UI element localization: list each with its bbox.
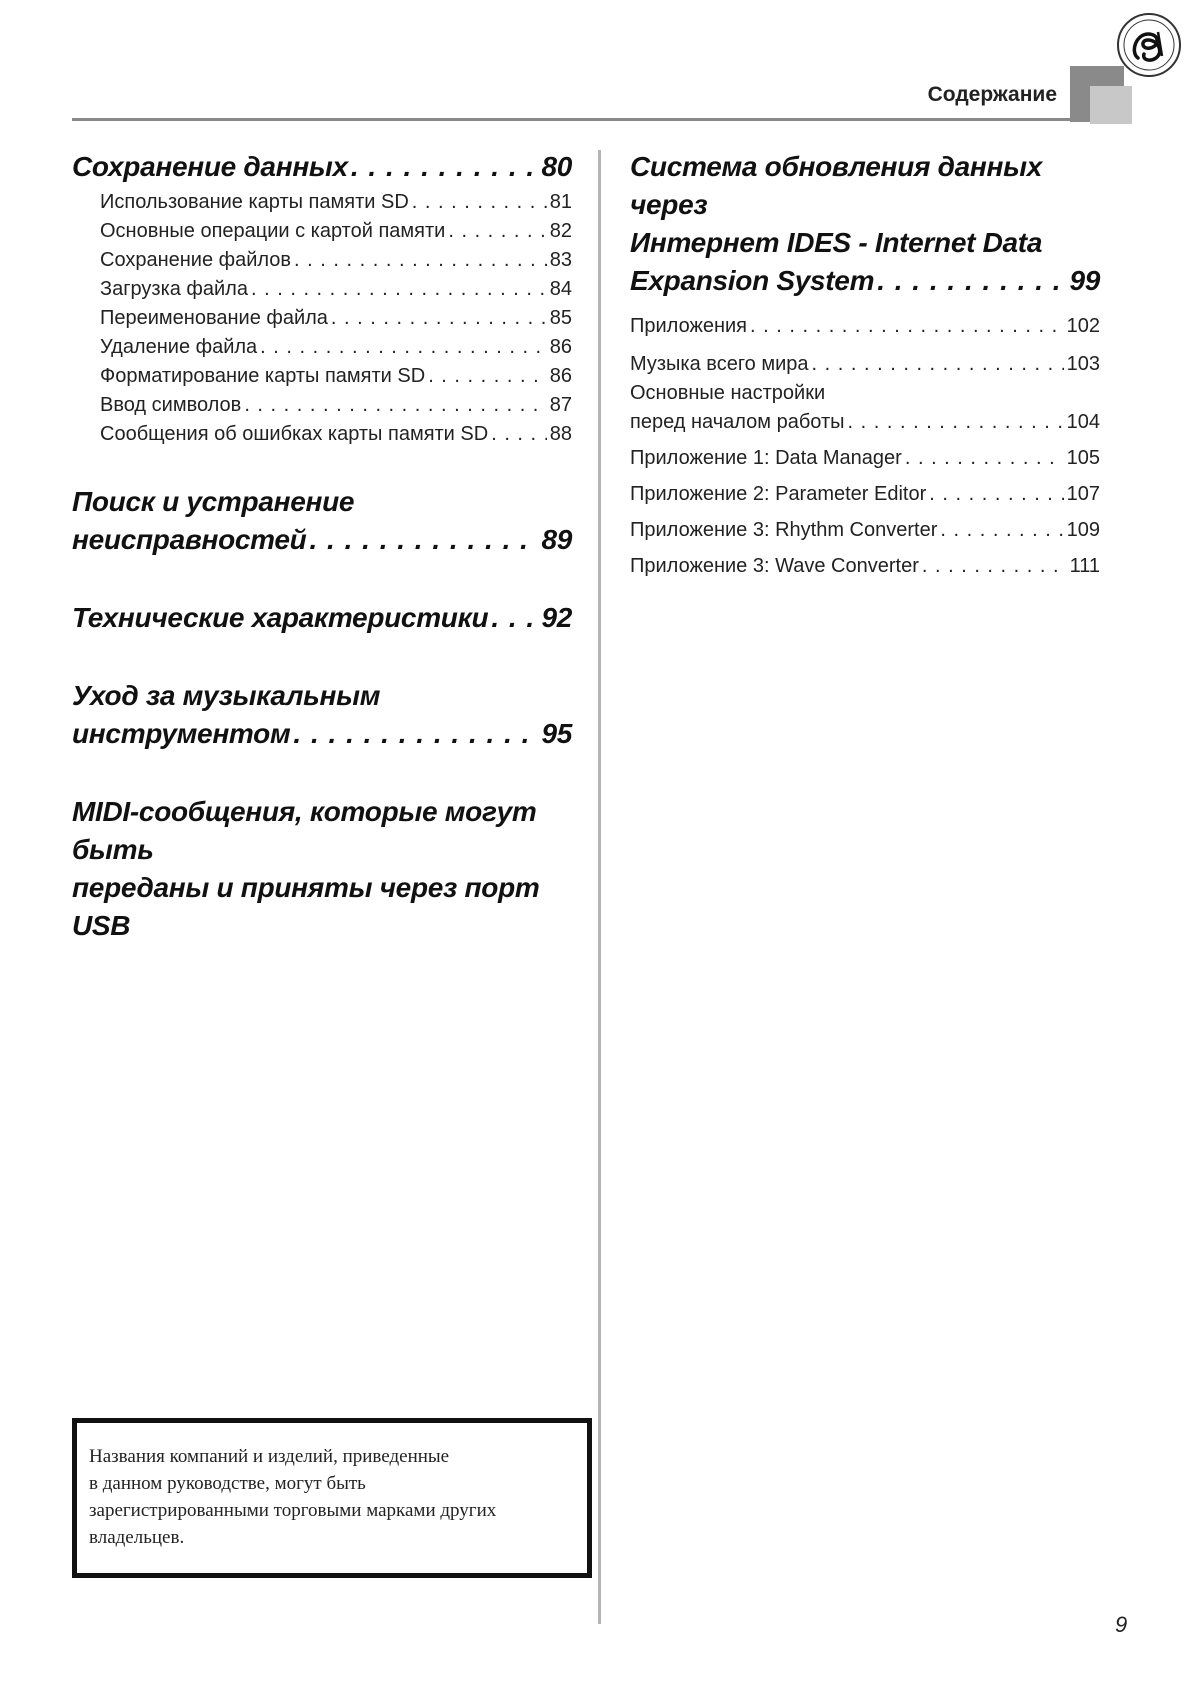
toc-item-basic-settings[interactable]: Основные настройки перед началом работы . . . 104	[630, 379, 1100, 437]
trademark-notice-box	[72, 1418, 592, 1578]
toc-item[interactable]: Сообщения об ошибках карты памяти SD . . . 88	[72, 420, 572, 449]
notice-line: зарегистрированными торговыми марками других	[89, 1500, 497, 1521]
toc-item[interactable]: Приложения . . . 102	[630, 312, 1100, 341]
toc-section-instrument-care[interactable]: Уход за музыкальным инструментом . . . 95	[72, 677, 572, 753]
notice-line: Названия компаний и изделий, приведенные	[89, 1446, 450, 1467]
section-header-title: Содержание	[927, 83, 1057, 106]
toc-item[interactable]: Основные операции с картой памяти . . . 82	[72, 217, 572, 246]
notice-line: владельцев.	[89, 1527, 185, 1548]
toc-item[interactable]: Приложение 3: Wave Converter . . . 111	[630, 552, 1100, 581]
page-number: 9	[1115, 1612, 1128, 1637]
toc-item[interactable]: Сохранение файлов . . . 83	[72, 246, 572, 275]
toc-appendix-list	[630, 312, 1100, 581]
toc-item[interactable]: Загрузка файла . . . 84	[72, 275, 572, 304]
toc-item[interactable]: Форматирование карты памяти SD . . . 86	[72, 362, 572, 391]
toc-item[interactable]: Музыка всего мира . . . 103	[630, 350, 1100, 379]
toc-subsection-list	[72, 188, 572, 449]
toc-item[interactable]: Ввод символов . . . 87	[72, 391, 572, 420]
toc-section-specifications[interactable]: Технические характеристики . . . 92	[72, 599, 572, 637]
toc-item[interactable]: Приложение 1: Data Manager . . . 105	[630, 444, 1100, 473]
toc-section-midi-messages[interactable]: MIDI-сообщения, которые могут быть переданы и приняты через порт USB	[72, 796, 540, 941]
toc-item[interactable]: Приложение 2: Parameter Editor . . . 107	[630, 480, 1100, 509]
toc-right-column	[630, 148, 1100, 581]
toc-item[interactable]: Использование карты памяти SD . . . 81	[72, 188, 572, 217]
toc-section-troubleshooting[interactable]: Поиск и устранение неисправностей . . . 89	[72, 483, 572, 559]
header-rule	[72, 118, 1074, 121]
notice-line: в данном руководстве, могут быть	[89, 1473, 366, 1494]
corner-tab-light	[1090, 86, 1132, 124]
toc-left-column	[72, 148, 572, 945]
toc-item[interactable]: Приложение 3: Rhythm Converter . . . 109	[630, 516, 1100, 545]
toc-section-data-saving[interactable]: Сохранение данных . . . 80	[72, 148, 572, 186]
toc-item[interactable]: Переименование файла . . . 85	[72, 304, 572, 333]
toc-section-ides[interactable]: Система обновления данных через Интернет IDES - Internet Data Expansion System . . . 99	[630, 148, 1100, 300]
toc-item[interactable]: Удаление файла . . . 86	[72, 333, 572, 362]
column-divider	[598, 150, 601, 1624]
watermark-logo-icon	[1108, 12, 1190, 78]
